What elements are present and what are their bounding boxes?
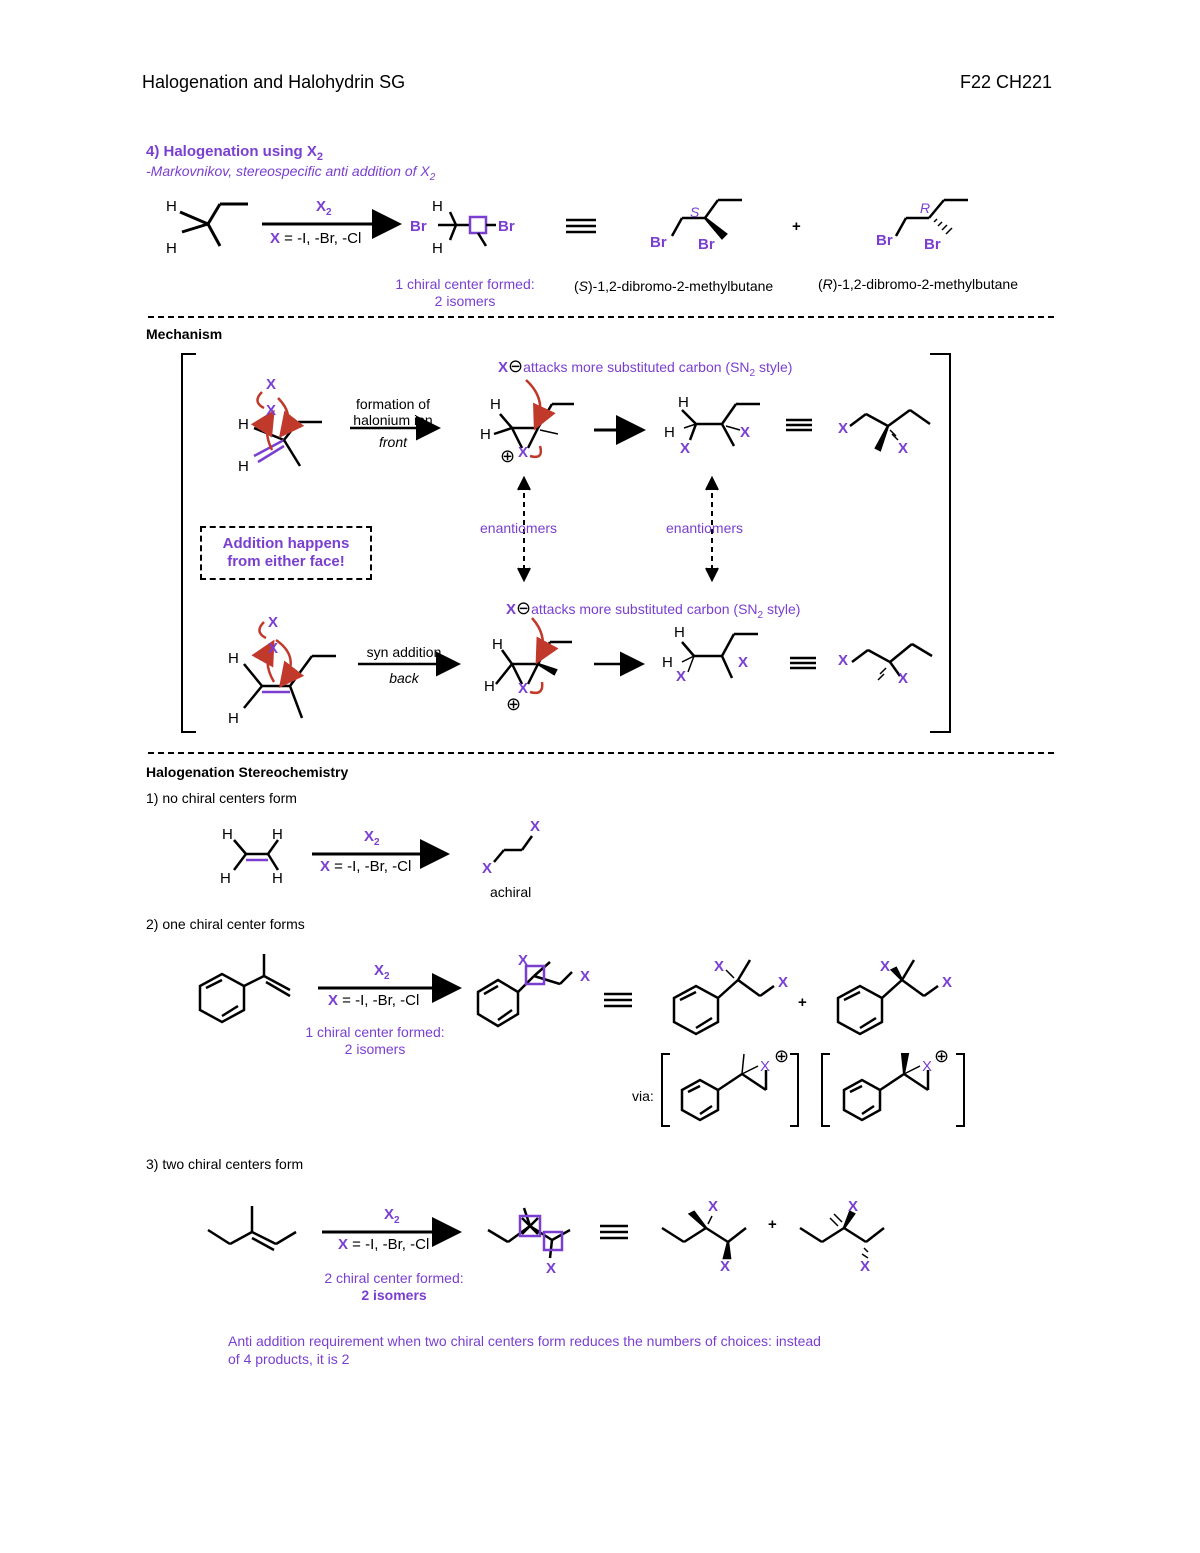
h-c1-4: H [272,870,283,887]
mech-front-alkene [254,392,322,466]
x-c2-2: X [580,968,591,985]
anti-addition-note: Anti addition requirement when two chiral centers form reduces the numbers of choices: instead of 4 products, it is 2 [228,1333,821,1367]
x-back-1: X [268,614,279,631]
x-back-6: X [838,652,849,669]
h-front-2: H [238,458,249,475]
course-code: F22 CH221 [960,72,1053,92]
x-front-1: X [266,376,277,393]
reagent-x2-c1: $X_2$ [364,828,380,848]
h-back-3: H [492,636,503,653]
h-c1-2: H [272,826,283,843]
h-atom-4: H [432,240,443,257]
h-atom-3: H [432,198,443,215]
h-c1-1: H [222,826,233,843]
mechanism-bracket-left [182,354,196,732]
equivalent-sign-case2 [604,994,632,1006]
conditions-c1: X = -I, -Br, -Cl [320,858,412,875]
either-face-box: Addition happens from either face! [200,526,372,580]
x-back-2: X [268,640,279,657]
h-front-1: H [238,416,249,433]
s-product-skeleton [672,200,742,238]
trisubstituted-alkene [208,1206,296,1250]
dibromide-top [438,212,496,246]
case1-label: 1) no chiral centers form [146,790,297,806]
mechanism-heading: Mechanism [146,326,223,342]
back-label: syn addition back [366,644,442,686]
x-c3-1: X [546,1260,557,1277]
plus-charge-via-1: ⊕ [774,1046,790,1066]
enantiomers-label-right: enantiomers [666,520,744,536]
front-label: formation of halonium ion front [353,396,433,450]
case3-diastereomer-b [800,1212,884,1258]
equivalent-sign-case3 [600,1226,628,1238]
x-c2-3: X [714,958,725,975]
x-back-7: X [898,670,909,687]
x-c3-2: X [708,1198,719,1215]
x-c2-4: X [778,974,789,991]
h-back-4: H [484,678,495,695]
br-r-1: Br [876,232,893,249]
mechanism-bracket-right [930,354,950,732]
x-back-3: X [518,680,529,697]
case2-label: 2) one chiral center forms [146,916,305,932]
attack-note-back: X⊖attacks more substituted carbon ($SN_2$ style) [506,598,801,621]
alpha-methylstyrene [200,954,290,1022]
equivalent-sign-top [566,220,596,232]
br-s-1: Br [650,234,667,251]
x-back-5: X [738,654,749,671]
chiral-note-c2: 1 chiral center formed: 2 isomers [305,1024,445,1057]
mech-front-skeletal [850,410,930,450]
r-stereo-label: R [920,200,931,216]
x-c2-6: X [942,974,953,991]
h-atom-1: H [166,198,177,215]
x-front-4: X [680,440,691,457]
divider-2 [148,752,1054,754]
equivalent-sign-mech1 [786,420,812,430]
x-c3-4: X [848,1198,859,1215]
chiral-note-c3: 2 chiral center formed: 2 isomers [324,1270,464,1303]
product-name-s: (S)-1,2-dibromo-2-methylbutane [574,278,774,294]
h-atom-2: H [166,240,177,257]
reagent-x2-c3: $X_2$ [384,1206,400,1226]
br-right-top: Br [498,218,515,235]
x-front-2: X [266,402,277,419]
r-product-skeleton [896,200,968,236]
x-c1-1: X [530,818,541,835]
br-left-top: Br [410,218,427,235]
h-back-2: H [228,710,239,727]
x-c2-5: X [880,958,891,975]
via-label: via: [632,1088,654,1104]
product-name-r: (R)-1,2-dibromo-2-methylbutane [818,276,1018,292]
case3-label: 3) two chiral centers form [146,1156,304,1172]
starting-alkene-top [180,204,248,246]
document-title: Halogenation and Halohydrin SG [142,72,406,92]
case3-product-square [488,1208,570,1258]
conditions-c3: X = -I, -Br, -Cl [338,1236,430,1253]
stereo-heading: Halogenation Stereochemistry [146,764,349,780]
plus-top: + [792,218,801,235]
chiral-note-top: 1 chiral center formed: 2 isomers [395,276,535,309]
x-c3-5: X [860,1258,871,1275]
x-back-4: X [676,668,687,685]
plus-c2: + [798,994,807,1011]
case1-product [494,836,532,862]
mech-back-skeletal [852,644,932,680]
section4-subtitle: -Markovnikov, stereospecific anti addition of $X_2$ [146,163,436,183]
x-c1-2: X [482,860,493,877]
h-c1-3: H [220,870,231,887]
br-s-2: Br [698,236,715,253]
conditions-top: X = -I, -Br, -Cl [270,230,362,247]
h-front-3: H [490,396,501,413]
h-back-6: H [662,654,673,671]
equivalent-sign-mech2 [790,658,816,668]
h-front-4: H [480,426,491,443]
br-r-2: Br [924,236,941,253]
achiral-label: achiral [490,884,532,900]
x-front-7: X [898,440,909,457]
section4-heading: 4) Halogenation using $X_2$ [146,143,323,163]
ethylene [234,840,278,870]
divider-1 [148,316,1054,318]
h-front-6: H [664,424,675,441]
x-via-2: X [922,1058,933,1075]
plus-charge-via-2: ⊕ [934,1046,950,1066]
h-back-1: H [228,650,239,667]
x-via-1: X [760,1058,771,1075]
x-front-5: X [740,424,751,441]
h-back-5: H [674,624,685,641]
enantiomers-label-left: enantiomers [480,520,558,536]
reagent-x2-top: $X_2$ [316,198,332,218]
attack-note-front: X⊖attacks more substituted carbon ($SN_2$ style) [498,356,793,379]
mech-back-alkene [244,622,336,718]
conditions-c2: X = -I, -Br, -Cl [328,992,420,1009]
h-front-5: H [678,394,689,411]
x-front-3: X [518,444,529,461]
plus-charge-front: ⊕ [500,446,516,466]
plus-c3: + [768,1216,777,1233]
x-front-6: X [838,420,849,437]
case2-product-square [478,962,572,1026]
x-c3-3: X [720,1258,731,1275]
x-c2-1: X [518,952,529,969]
mech-back-halonium [496,618,572,693]
s-stereo-label: S [690,204,700,220]
plus-charge-back: ⊕ [506,694,522,714]
case3-diastereomer-a [662,1212,746,1258]
reagent-x2-c2: $X_2$ [374,962,390,982]
